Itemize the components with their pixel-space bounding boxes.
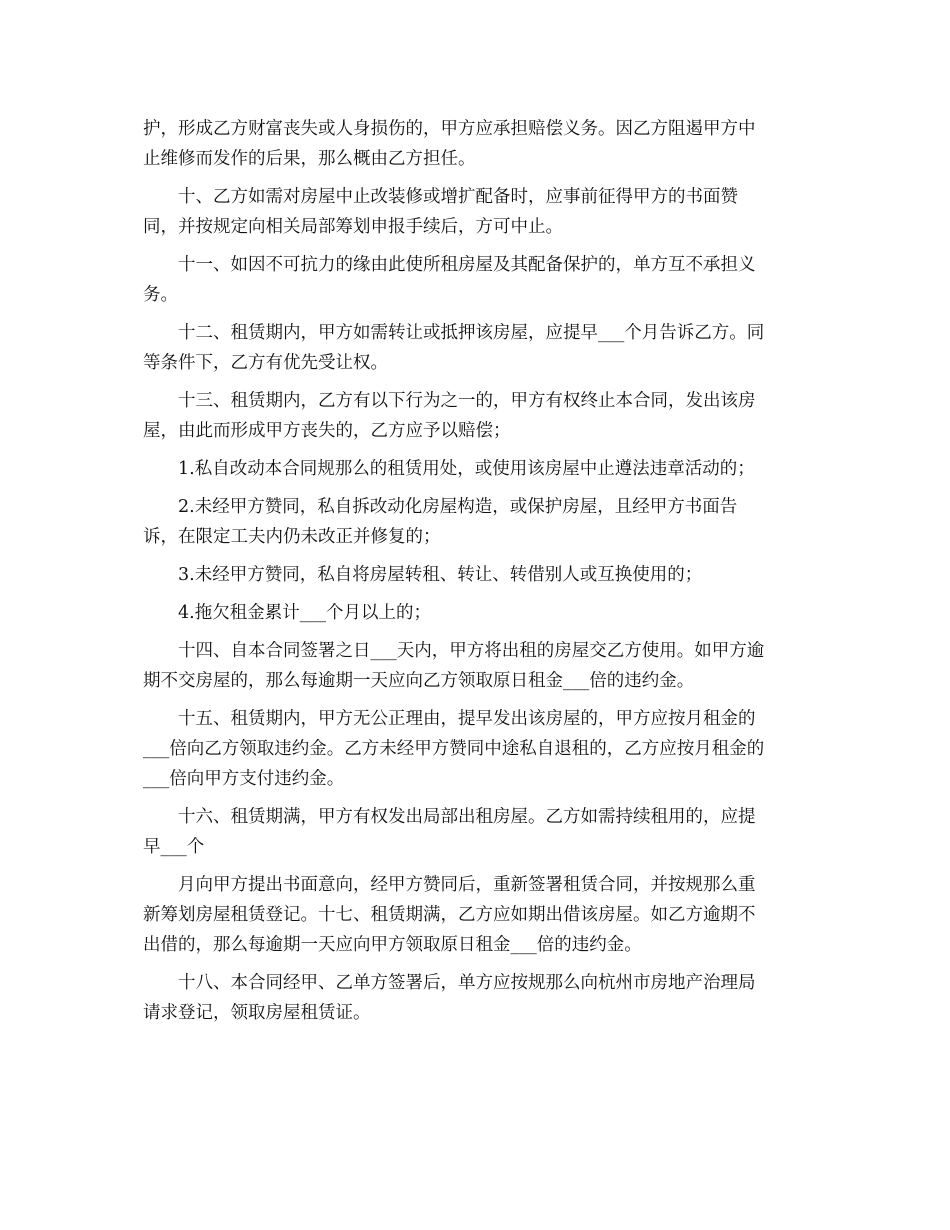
paragraph-line: ___倍向甲方支付违约金。	[143, 769, 345, 789]
paragraph-line: 1.私自改动本合同规那么的租赁用处，或使用该房屋中止遵法违章活动的；	[178, 459, 755, 479]
paragraph	[143, 114, 808, 174]
paragraph-line: 早___个	[143, 837, 205, 857]
paragraph	[143, 704, 808, 794]
paragraph	[143, 560, 808, 590]
paragraph-line: 同，并按规定向相关局部筹划申报手续后，方可中止。	[143, 217, 563, 237]
paragraph-line: 出借的，那么每逾期一天应向甲方领取原日租金___倍的违约金。	[143, 935, 642, 955]
paragraph-line: 十、乙方如需对房屋中止改装修或增扩配备时，应事前征得甲方的书面赞	[178, 187, 738, 207]
paragraph	[143, 492, 808, 552]
paragraph	[143, 182, 808, 242]
paragraph-line: 请求登记，领取房屋租赁证。	[143, 1003, 371, 1023]
paragraph-line: 十八、本合同经甲、乙单方签署后，单方应按规那么向杭州市房地产治理局	[178, 973, 756, 993]
paragraph	[143, 802, 808, 862]
paragraph-line: 屋，由此而形成甲方丧失的，乙方应予以赔偿；	[143, 421, 511, 441]
paragraph-line: 止维修而发作的后果，那么概由乙方担任。	[143, 149, 476, 169]
paragraph	[143, 318, 808, 378]
paragraph	[143, 870, 808, 960]
paragraph-line: 等条件下，乙方有优先受让权。	[143, 353, 388, 373]
paragraph	[143, 968, 808, 1028]
paragraph-line: 十五、租赁期内，甲方无公正理由，提早发出该房屋的，甲方应按月租金的	[178, 709, 756, 729]
paragraph-line: 十一、如因不可抗力的缘由此使所租房屋及其配备保护的，单方互不承担义	[178, 255, 756, 275]
paragraph	[143, 598, 808, 628]
paragraph-line: 2.未经甲方赞同，私自拆改动化房屋构造，或保护房屋，且经甲方书面告	[178, 497, 738, 517]
paragraph-line: 3.未经甲方赞同，私自将房屋转租、转让、转借别人或互换使用的；	[178, 565, 703, 585]
paragraph-line: ___倍向乙方领取违约金。乙方未经甲方赞同中途私自退租的，乙方应按月租金的	[143, 739, 765, 759]
paragraph	[143, 636, 808, 696]
paragraph-line: 4.拖欠租金累计___个月以上的；	[178, 603, 431, 623]
paragraph-line: 新筹划房屋租赁登记。十七、租赁期满，乙方应如期出借该房屋。如乙方逾期不	[143, 905, 756, 925]
paragraph-line: 月向甲方提出书面意向，经甲方赞同后，重新签署租赁合同，并按规那么重	[178, 875, 756, 895]
paragraph-line: 十四、自本合同签署之日___天内，甲方将出租的房屋交乙方使用。如甲方逾	[178, 641, 765, 661]
paragraph-line: 务。	[143, 285, 178, 305]
document-body	[143, 114, 808, 1036]
paragraph-line: 护，形成乙方财富丧失或人身损伤的，甲方应承担赔偿义务。因乙方阻遏甲方中	[143, 119, 756, 139]
paragraph	[143, 454, 808, 484]
paragraph-line: 十三、租赁期内，乙方有以下行为之一的，甲方有权终止本合同，发出该房	[178, 391, 756, 411]
paragraph-line: 诉，在限定工夫内仍未改正并修复的；	[143, 527, 441, 547]
paragraph-line: 十六、租赁期满，甲方有权发出局部出租房屋。乙方如需持续租用的，应提	[178, 807, 756, 827]
paragraph-line: 期不交房屋的，那么每逾期一天应向乙方领取原日租金___倍的违约金。	[143, 671, 695, 691]
paragraph	[143, 250, 808, 310]
paragraph-line: 十二、租赁期内，甲方如需转让或抵押该房屋，应提早___个月告诉乙方。同	[178, 323, 765, 343]
paragraph	[143, 386, 808, 446]
